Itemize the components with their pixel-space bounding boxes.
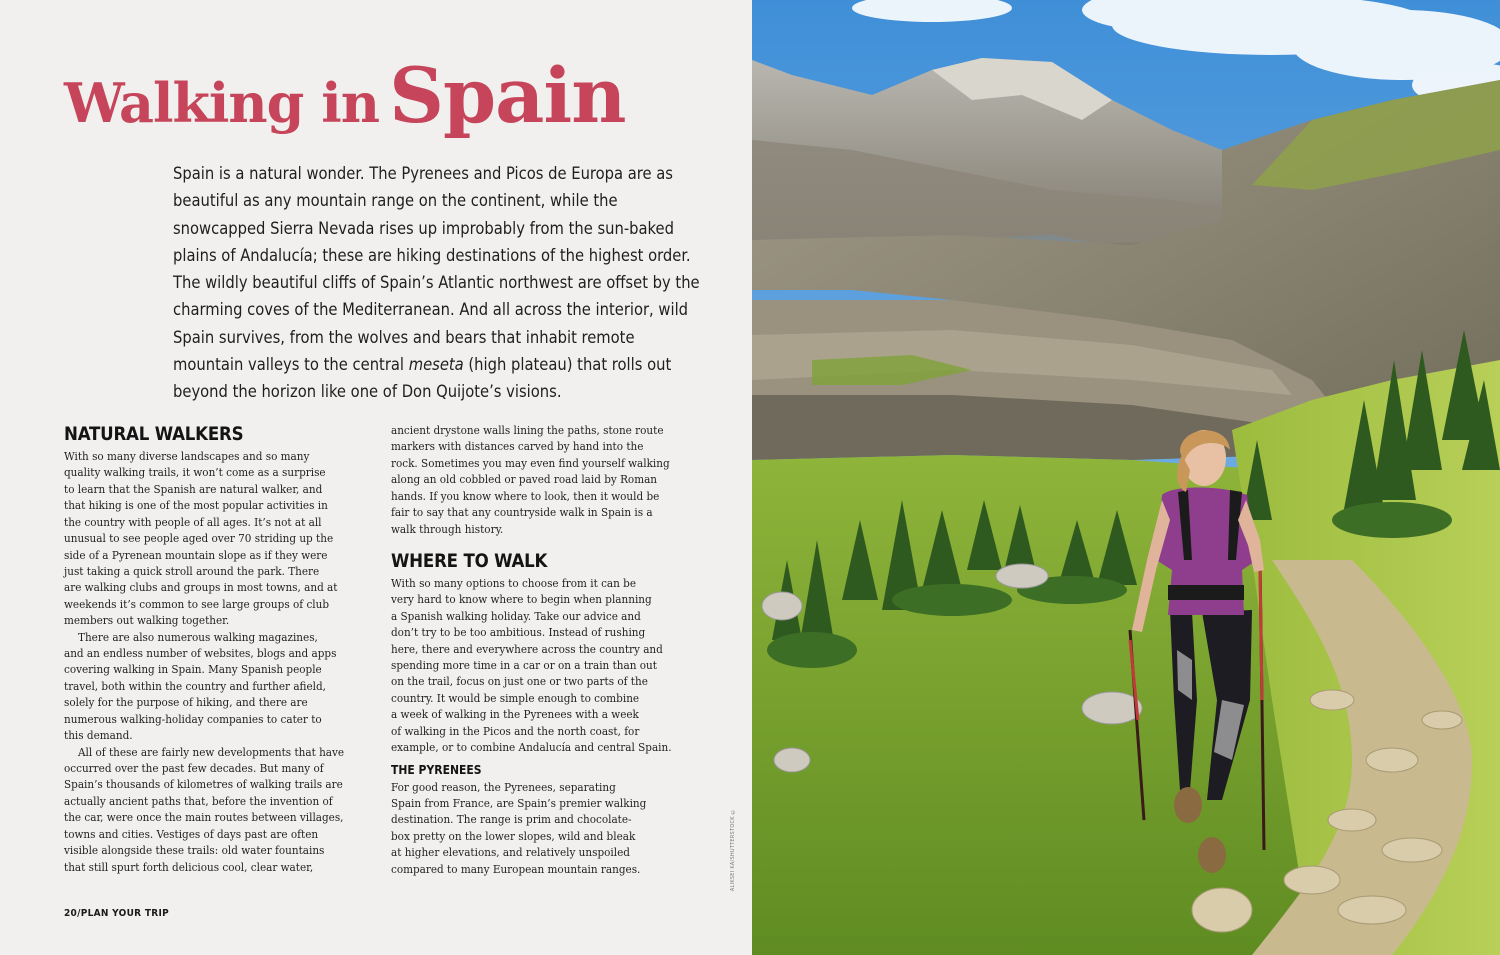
intro-text-end: (high plateau) that rolls out beyond the horizon like one of Don Quijote’s visions. (173, 355, 672, 402)
page-number: 20 (64, 908, 78, 919)
section-heading-where-to-walk: WHERE TO WALK (391, 550, 548, 572)
hiker-photo (752, 0, 1500, 955)
intro-italic-term: meseta (408, 355, 464, 375)
body-paragraph: For good reason, the Pyrenees, separating Spain from France, are Spain’s premier walking destination. The range is prim and chocolate- box pretty on the lower slopes, wild and bleak at higher elevations, and relatively unspoiled compared to many European mountain ranges. (391, 779, 647, 876)
body-paragraph: With so many options to choose from it can be very hard to know where to begin when planning a Spanish walking holiday. Take our advice and don’t try to be too ambitious. Instead of rushing here, there and everywhere across the country and spending more time in a car or on a train than out on the trail, focus on just one or two parts of the country. It would be simple enough to combine a week of walking in the Pyrenees with a week of walking in the Picos and the north coast, for example, or to combine Andalucía and central Spain. (391, 575, 672, 755)
intro-paragraph (173, 160, 703, 406)
section-label: PLAN YOUR TRIP (80, 908, 170, 919)
title-part2: Spain (389, 51, 626, 140)
body-paragraph: All of these are fairly new developments that have occurred over the past few decades. But many of Spain’s thousands of kilometres of walking trails are actually ancient paths that, before the invention of the car, were once the main routes between villages, towns and cities. Vestiges of days past are often visible alongside these trails: old water fountains that still spurt forth delicious cool, clear water, (64, 744, 345, 874)
column-right (391, 422, 691, 877)
column-left (64, 422, 362, 875)
photo-credit: ALIKSEI KA/SHUTTERSTOCK © (730, 808, 736, 892)
page-title (64, 51, 626, 140)
subheading-the-pyrenees: THE PYRENEES (391, 762, 482, 777)
body-paragraph: With so many diverse landscapes and so many quality walking trails, it won’t come as a surprise to learn that the Spanish are natural walker, and that hiking is one of the most popular activities in the country with people of all ages. It’s not at all unusual to see people aged over 70 striding up the side of a Pyrenean mountain slope as if they were just taking a quick stroll around the park. There are walking clubs and groups in most towns, and at weekends it’s common to see large groups of club members out walking together. (64, 449, 338, 628)
body-paragraph: ancient drystone walls lining the paths, stone route markers with distances carved by hand into the rock. Sometimes you may even find yourself walking along an old cobbled or paved road laid by Roman hands. If you know where to look, then it would be fair to say that any countryside walk in Spain is a walk through history. (391, 423, 670, 536)
page-footer: 20/PLAN YOUR TRIP (64, 908, 170, 919)
section-heading-natural-walkers: NATURAL WALKERS (64, 424, 244, 445)
intro-text: Spain is a natural wonder. The Pyrenees and Picos de Europa are as beautiful as any mountain range on the continent, while the snowcapped Sierra Nevada rises up improbably from the sun-baked plains of Andalucía; these are hiking destinations of the highest order. The wildly beautiful cliffs of Spain’s Atlantic northwest are offset by the charming coves of the Mediterranean. And all across the interior, wild Spain survives, from the wolves and bears that inhabit remote mountain valleys to the central (173, 164, 700, 375)
title-part1: Walking in (64, 71, 379, 135)
body-paragraph: There are also numerous walking magazines, and an endless number of websites, blogs and apps covering walking in Spain. Many Spanish people travel, both within the country and further afield, solely for the purpose of hiking, and there are numerous walking-holiday companies to cater to this demand. (64, 629, 337, 743)
